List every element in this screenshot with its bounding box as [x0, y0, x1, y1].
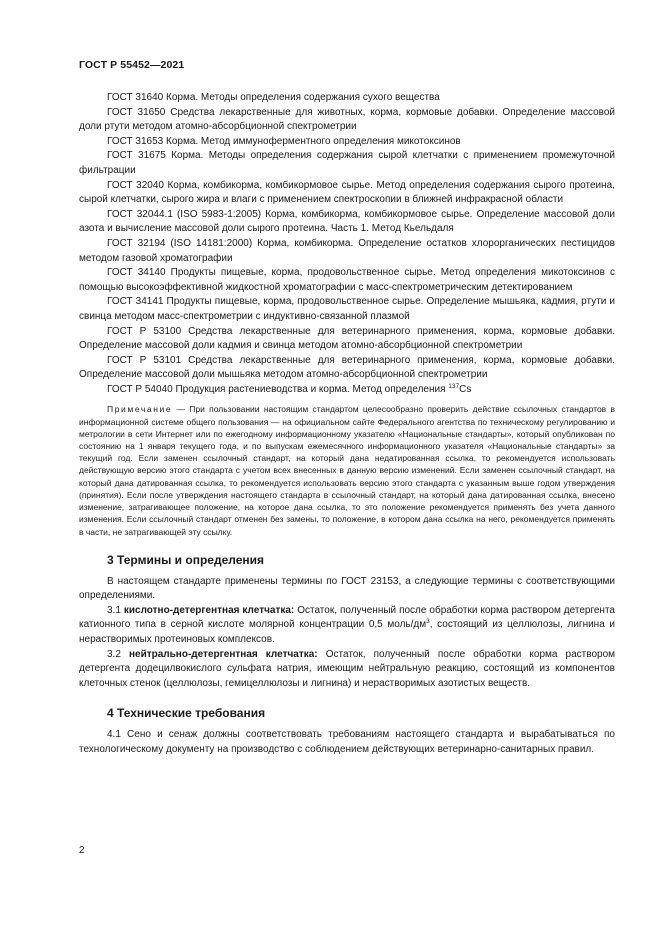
term-text: Остаток, полученный после обработки корма раствором детергента катионного типа в серной кислоте молярной концентрации 0,5 моль/дм — [79, 604, 615, 631]
term-name: нейтрально-детергентная клетчатка: — [128, 648, 318, 660]
reference-text: ГОСТ Р 54040 Продукция растениеводства и корма. Метод определения — [107, 383, 449, 395]
reference-item: ГОСТ 32040 Корма, комбикорма, комбикормовое сырье. Метод определения содержания сырого протеина, сырой клетчатки, сырого жира и влаги с применением спектроскопии в ближней инфракрасной области — [79, 179, 615, 206]
reference-item: ГОСТ 32194 (ISO 14181:2000) Корма, комбикорма. Определение остатков хлорорганических пестицидов методом газовой хроматографии — [79, 237, 615, 264]
section-3 — [79, 553, 615, 692]
reference-item: ГОСТ 31650 Средства лекарственные для животных, корма, кормовые добавки. Определение массовой доли ртути методом атомно-абсорбционной спектрометрии — [79, 106, 615, 133]
document-header: ГОСТ Р 55452—2021 — [79, 59, 185, 71]
note-text: — При пользовании настоящим стандартом целесообразно проверить действие ссылочных стандартов в информационной системе общего пользования — на официальном сайте Федерального агентства по техническому регулированию и метрологии в сети Интернет или по ежегодному информационному указателю «Национальные стандарты», который опубликован по состоянию на 1 января текущего года, и по выпускам ежемесячного информационного указателя «Национальные стандарты» за текущий год. Если заменен ссылочный стандарт, на который дана недатированная ссылка, то рекомендуется использовать действующую версию этого стандарта с учетом всех внесенных в данную версию изменений. Если заменен ссылочный стандарт, на который дана датированная ссылка, то рекомендуется использовать версию этого стандарта с указанным выше годом утверждения (принятия). Если после утверждения настоящего стандарта в ссылочный стандарт, на который дана датированная ссылка, внесено изменение, затрагивающее положение, на которое дана ссылка, то это положение рекомендуется применять без учета данного изменения. Если ссылочный стандарт отменен без замены, то положение, в котором дана ссылка на него, рекомендуется применять в части, не затрагивающей эту ссылку. — [79, 404, 615, 537]
term-definition — [79, 604, 615, 648]
term-number: 3.1 — [107, 604, 124, 616]
reference-item: ГОСТ 34141 Продукты пищевые, корма, продовольственное сырье. Определение мышьяка, кадмия, ртути и свинца методом масс-спектрометрии с индуктивно-связанной плазмой — [79, 296, 615, 322]
page-content — [79, 91, 615, 758]
reference-item: ГОСТ 31675 Корма. Методы определения содержания сырой клетчатки с применением промежуточной фильтрации — [79, 150, 615, 176]
requirement-paragraph: 4.1 Сено и сенаж должны соответствовать требованиям настоящего стандарта и вырабатываться по технологическому документу на производство с соблюдением действующих ветеринарно-санитарных правил. — [79, 729, 615, 756]
note-paragraph — [79, 403, 615, 537]
section-4 — [79, 706, 615, 757]
isotope-mass-number: 137 — [448, 382, 460, 390]
reference-item: ГОСТ 32044.1 (ISO 5983-1:2005) Корма, комбикорма, комбикормовое сырье. Определение массовой доли азота и вычисление массовой доли сырого протеина. Часть 1. Метод Кьельдаля — [79, 208, 615, 235]
reference-item: ГОСТ 34140 Продукты пищевые, корма, продовольственное сырье. Метод определения микотоксинов с помощью высокоэффективной жидкостной хроматографии с масс-спектрометрическим детектированием — [79, 267, 615, 293]
term-number: 3.2 — [107, 648, 129, 660]
normative-references-list — [79, 91, 615, 397]
term-definition — [79, 648, 615, 692]
reference-item — [79, 383, 615, 398]
section-intro: В настоящем стандарте применены термины по ГОСТ 23153, а следующие термины с соответствующими определениями. — [79, 575, 615, 602]
note-label: Примечание — [107, 404, 173, 415]
term-name: кислотно-детергентная клетчатка: — [123, 604, 295, 616]
reference-item: ГОСТ Р 53101 Средства лекарственные для ветеринарного применения, корма, кормовые добавки. Определение массовой доли мышьяка методом атомно-абсорбционной спектрометрии — [79, 354, 615, 381]
term-text: , состоящий из целлюлозы, лигнина и нерастворимых протеиновых комплексов. — [79, 619, 615, 646]
reference-item: ГОСТ Р 53100 Средства лекарственные для ветеринарного применения, корма, кормовые добавки. Определение массовой доли кадмия и свинца методом атомно-абсорбционной спектрометрии — [79, 325, 615, 352]
reference-item: ГОСТ 31653 Корма. Метод иммуноферментного определения микотоксинов — [107, 135, 461, 147]
page-number: 2 — [79, 845, 85, 856]
section-title: 4 Технические требования — [107, 706, 266, 721]
isotope-symbol: Cs — [459, 383, 472, 395]
reference-item: ГОСТ 31640 Корма. Методы определения содержания сухого вещества — [107, 92, 440, 103]
term-text: Остаток, полученный после обработки корма раствором детергента додецилвокислого сульфата натрия, имеющим нейтральную реакцию, состоящий из компонентов клеточных стенок (целлюлозы, гемицеллюлозы и лигнина) и нерастворимых азотистых веществ. — [79, 648, 615, 689]
section-title: 3 Термины и определения — [107, 552, 265, 567]
unit-exponent: 3 — [426, 618, 430, 626]
